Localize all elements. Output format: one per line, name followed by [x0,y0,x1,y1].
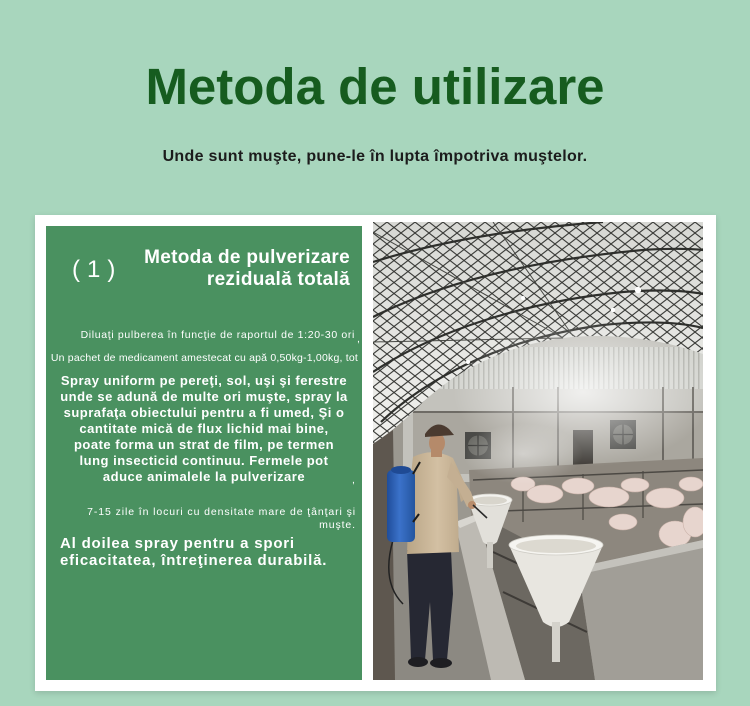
method-heading-line: reziduală totală [206,269,350,290]
pig [609,514,637,530]
frequency-line: muşte. [319,519,356,531]
method-panel [46,226,362,680]
method-heading-line: Metoda de pulverizare [144,247,350,268]
ceiling-light [521,296,525,300]
page-title: Metoda de utilizare [145,58,605,115]
second-spray-line: eficacitatea, întreţinerea durabilă. [60,552,328,569]
pig [589,487,629,507]
second-spray-line: Al doilea spray pentru a spori [60,535,295,552]
dilution-note: Diluaţi pulberea în funcţie de raportul de 1:20-30 ori [80,329,355,341]
second-spray-note [60,535,327,569]
step-number: (1) [72,256,123,283]
pig [679,477,703,491]
instruction-line: Spray uniform pe pereţi, sol, uşi şi ferestre [60,373,348,388]
spray-instructions [46,373,362,485]
instruction-line: lung insecticid continuu. Fermele pot [79,453,329,468]
page-subtitle: Unde sunt muşte, pune-le în lupta împotriva muştelor. [162,148,588,165]
instructions-comma: , [352,474,355,486]
instruction-line: cantitate mică de flux lichid mai bine, [79,421,329,436]
method-heading [144,247,350,291]
ceiling-light [635,287,641,293]
instruction-line: aduce animalele la pulverizare [102,469,306,484]
pig [621,478,649,492]
dilution-comma: , [357,333,360,345]
frequency-line: 7-15 zile în locuri cu densitate mare de ţânţari şi [87,506,356,518]
instruction-line: suprafaţa obiectului pentru a fi umed, Şi o [63,405,345,420]
pig [527,485,563,503]
package-note: Un pachet de medicament amestecat cu apă 0,50kg-1,00kg, tot [50,352,358,364]
pig [646,488,684,508]
instruction-line: unde se adună de multe ori muşte, spray la [60,389,348,404]
pig [562,478,594,494]
ceiling-light [611,308,615,312]
instruction-line: poate forma un strat de film, pe termen [73,437,335,452]
barn-spraying-photo [373,222,703,680]
frequency-note [87,506,356,532]
